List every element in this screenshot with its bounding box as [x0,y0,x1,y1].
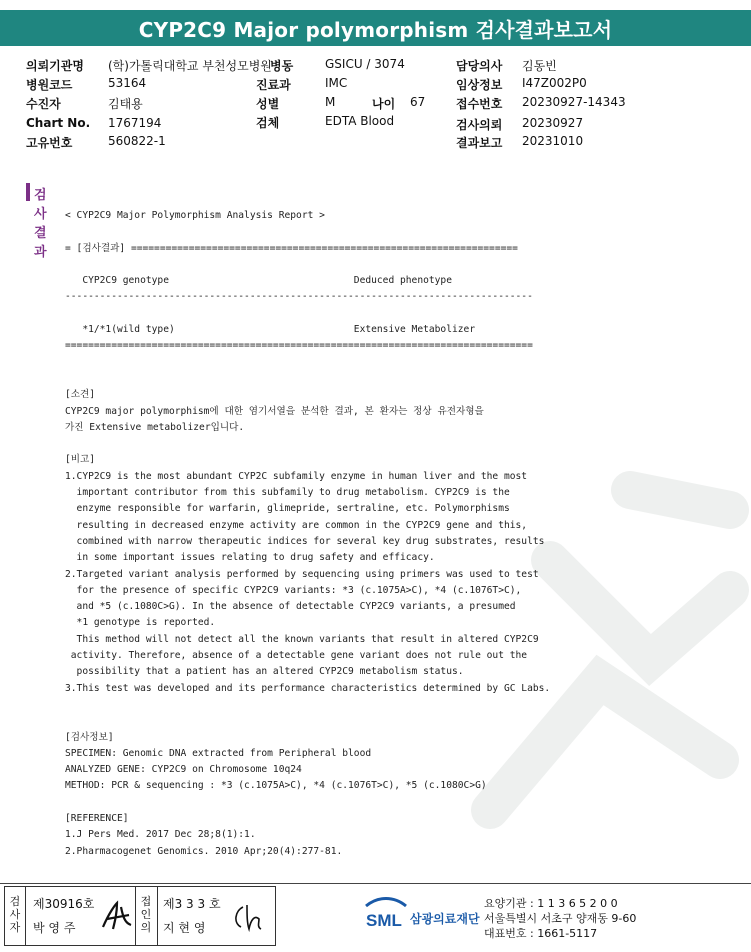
info-row-institution [26,57,84,74]
info-value: IMC [325,76,348,90]
footer-divider [0,883,751,884]
reviewer-name: 지 현 영 [163,921,206,935]
info-value: 1767194 [108,116,162,130]
org-contact [484,896,636,941]
svg-text:SML: SML [366,911,402,930]
info-value: 20230927 [522,116,584,130]
info-value: (학)가톨릭대학교 부천성모병원 [108,59,272,73]
section-title: 검사결과 [34,188,47,260]
age-label: 나이 [372,97,396,111]
info-value: 20230927-14343 [522,95,626,109]
info-value: GSICU / 3074 [325,57,405,71]
info-label: 성별 [256,97,280,111]
org-address: 서울특별시 서초구 양재동 9-60 [484,912,637,925]
info-label: 진료과 [256,78,291,92]
page-title: CYP2C9 Major polymorphism 검사결과보고서 [138,18,613,42]
tester-name: 박 영 주 [33,921,76,935]
info-label: 검체 [256,116,280,130]
age-value: 67 [410,95,426,109]
tester-label: 검 사 자 [9,895,21,934]
org-name: 삼광의료재단 [410,912,480,926]
info-label: 고유번호 [26,136,73,150]
signature-box [4,886,276,946]
tester-license-no: 제30916호 [33,897,95,911]
info-value: EDTA Blood [325,114,395,128]
info-label: Chart No. [26,116,91,130]
reviewer-label: 접 인 의 [140,895,152,934]
info-label: 담당의사 [456,59,503,73]
info-value: 김동빈 [522,59,557,73]
info-value: M [325,95,336,109]
info-value: 김태용 [108,97,143,111]
info-value: 560822-1 [108,134,166,148]
info-label: 병원코드 [26,78,73,92]
reviewer-signature [229,901,265,933]
tester-signature [99,899,135,933]
info-value: I47Z002P0 [522,76,587,90]
info-label: 병동 [270,59,294,73]
section-accent-bar [26,183,30,201]
org-code: 요양기관 : 1 1 3 6 5 2 0 0 [484,897,618,910]
info-label: 임상정보 [456,78,503,92]
info-value: 53164 [108,76,147,90]
org-phone: 대표번호 : 1661-5117 [484,927,598,940]
reviewer-license-no: 제3 3 3 호 [163,897,221,911]
info-label: 수진자 [26,97,61,111]
info-value: 20231010 [522,134,584,148]
info-label: 검사의뢰 [456,118,503,132]
info-label: 접수번호 [456,97,503,111]
org-logo [364,896,480,934]
info-label: 의뢰기관명 [26,59,84,73]
sml-logo-icon [364,896,408,930]
info-label: 결과보고 [456,136,503,150]
title-bar [0,0,751,48]
report-body: < CYP2C9 Major Polymorphism Analysis Report > = [검사결과] =================================================================== CYP2C9 genotype Deduced phenotype --------------------------------------------------------------------------------- *1/*1(wild type) Extensive Metabolizer ================================================================================= [소견] CYP2C9 major polymorphism에 대한 염기서열을 분석한 결과, 본 환자는 정상 유전자형을 가진 Extensive metabolizer입니다. [비고] 1.CYP2C9 is the most abundant CYP2C subfamily enzyme in human liver and the most important contributor from this subfamily to drug metabolism. CYP2C9 is the enzyme responsible for warfarin, glimepride, sertraline, etc. Polymorphisms resulting in decreased enzyme activity are common in the CYP2C9 gene and this, combined with narrow therapeutic indices for several key drug substrates, results in some important issues relating to drug safety and efficacy. 2.Targeted variant analysis performed by sequencing using primers was used to test for the presence of specific CYP2C9 variants: *3 (c.1075A>C), *4 (c.1076T>C), and *5 (c.1080C>G). In the absence of detectable CYP2C9 variants, a presumed *1 genotype is reported. This method will not detect all the known variants that result in altered CYP2C9 activity. Therefore, absence of a detectable gene variant does not rule out the possibility that a patient has an altered CYP2C9 metabolism status. 3.This test was developed and its performance characteristics determined by GC Labs. [검사정보] SPECIMEN: Genomic DNA extracted from Peripheral blood ANALYZED GENE: CYP2C9 on Chromosome 10q24 METHOD: PCR & sequencing : *3 (c.1075A>C), *4 (c.1076T>C), *5 (c.1080C>G) [REFERENCE] 1.J Pers Med. 2017 Dec 28;8(1):1. 2.Pharmacogenet Genomics. 2010 Apr;20(4):277-81. [65,210,551,857]
